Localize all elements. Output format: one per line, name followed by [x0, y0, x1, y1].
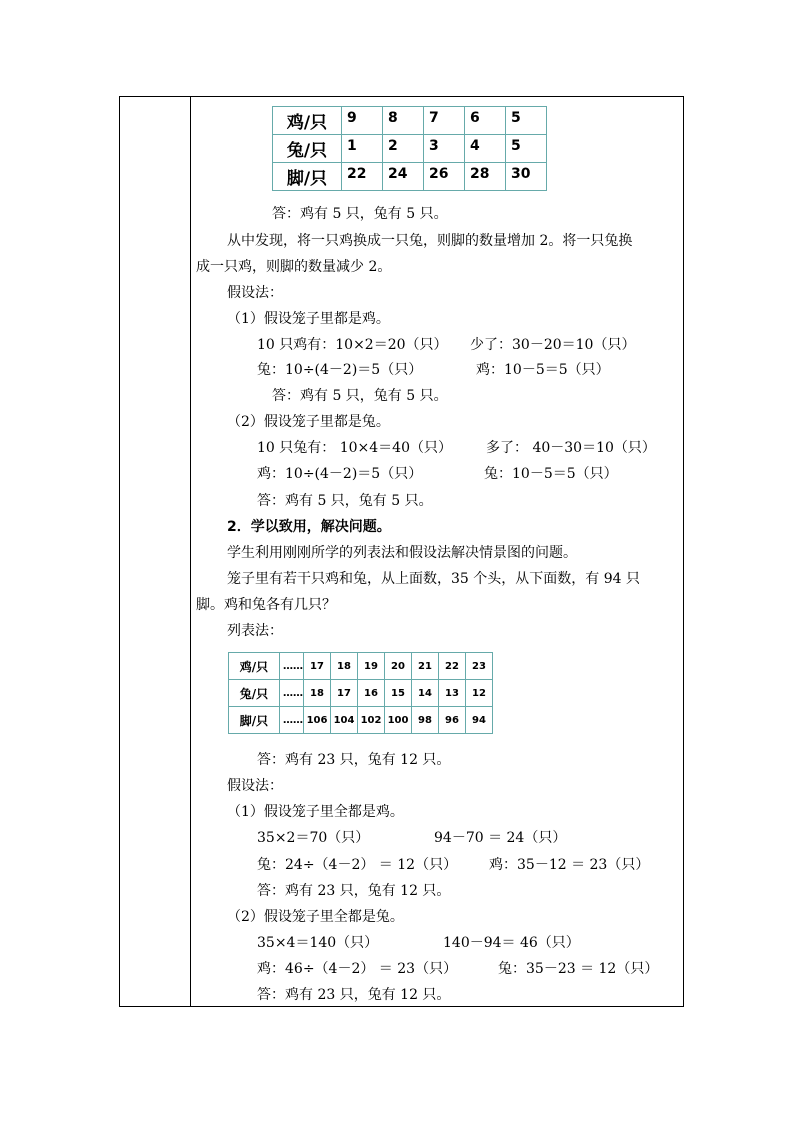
table-row: [229, 680, 493, 707]
table-cell: 12: [466, 680, 493, 707]
table-cell: 26: [424, 163, 465, 191]
table-cell: 24: [383, 163, 424, 191]
table-cell: 18: [331, 653, 358, 680]
row-header: 鸡/只: [273, 107, 342, 135]
table-row: [229, 707, 493, 734]
row-header: 兔/只: [273, 135, 342, 163]
method-heading: （1）假设笼子里都是鸡。: [227, 311, 390, 327]
method-heading: （2）假设笼子里全都是兔。: [227, 909, 404, 925]
table-cell: 94: [466, 707, 493, 734]
table-cell: 18: [304, 680, 331, 707]
list-table-small: [272, 106, 547, 191]
table-cell: 22: [342, 163, 383, 191]
ellipsis-cell: ……: [280, 707, 304, 734]
equation-line: 94－70 ＝ 24（只）: [434, 830, 567, 846]
method-heading: （2）假设笼子里都是兔。: [227, 414, 390, 430]
table-cell: 17: [304, 653, 331, 680]
column-divider: [190, 96, 191, 1007]
row-header: 脚/只: [273, 163, 342, 191]
table-cell: 5: [506, 107, 547, 135]
list-table-large: [228, 652, 493, 734]
table-cell: 14: [412, 680, 439, 707]
section-label: 假设法：: [227, 285, 283, 301]
answer-line: 答：鸡有 5 只，兔有 5 只。: [257, 493, 433, 509]
section-label: 列表法：: [227, 623, 283, 639]
equation-line: 35×2＝70（只）: [257, 830, 370, 846]
table-row: [273, 107, 547, 135]
table-cell: 15: [385, 680, 412, 707]
equation-line: 兔：24÷（4－2） ＝ 12（只）: [257, 857, 458, 873]
table-cell: 9: [342, 107, 383, 135]
table-cell: 100: [385, 707, 412, 734]
table-cell: 96: [439, 707, 466, 734]
table-cell: 104: [331, 707, 358, 734]
table-cell: 106: [304, 707, 331, 734]
table-cell: 19: [358, 653, 385, 680]
equation-line: 少了：30－20＝10（只）: [470, 337, 636, 353]
equation-line: 140－94＝ 46（只）: [443, 935, 580, 951]
table-cell: 30: [506, 163, 547, 191]
table-cell: 8: [383, 107, 424, 135]
row-header: 鸡/只: [229, 653, 280, 680]
table-cell: 17: [331, 680, 358, 707]
method-heading: （1）假设笼子里全都是鸡。: [227, 804, 404, 820]
ellipsis-cell: ……: [280, 653, 304, 680]
section-title: 2．学以致用，解决问题。: [227, 519, 391, 535]
table-cell: 6: [465, 107, 506, 135]
answer-line: 答：鸡有 23 只，兔有 12 只。: [257, 987, 451, 1003]
table-cell: 23: [466, 653, 493, 680]
equation-line: 鸡：35－12 ＝ 23（只）: [489, 857, 650, 873]
equation-line: 10 只兔有： 10×4＝40（只）: [257, 440, 452, 456]
table-cell: 22: [439, 653, 466, 680]
equation-line: 兔：10－5＝5（只）: [484, 466, 618, 482]
answer-line: 答：鸡有 23 只，兔有 12 只。: [257, 883, 451, 899]
paragraph-line: 学生利用刚刚所学的列表法和假设法解决情景图的问题。: [227, 545, 577, 561]
answer-line: 答：鸡有 5 只，兔有 5 只。: [272, 388, 448, 404]
section-label: 假设法：: [227, 778, 283, 794]
equation-line: 鸡：46÷（4－2） ＝ 23（只）: [257, 961, 458, 977]
table-row: [273, 135, 547, 163]
table-row: [273, 163, 547, 191]
answer-line: 答：鸡有 23 只，兔有 12 只。: [257, 752, 451, 768]
equation-line: 多了： 40－30＝10（只）: [486, 440, 656, 456]
table-cell: 2: [383, 135, 424, 163]
table-cell: 28: [465, 163, 506, 191]
equation-line: 兔：35－23 ＝ 12（只）: [498, 961, 659, 977]
paragraph-line: 脚。鸡和兔各有几只？: [196, 597, 336, 613]
row-header: 脚/只: [229, 707, 280, 734]
equation-line: 鸡：10÷(4－2)＝5（只）: [257, 466, 423, 482]
answer-line: 答：鸡有 5 只，兔有 5 只。: [272, 206, 448, 222]
table-cell: 4: [465, 135, 506, 163]
equation-line: 35×4＝140（只）: [257, 935, 379, 951]
table-cell: 98: [412, 707, 439, 734]
table-cell: 102: [358, 707, 385, 734]
table-cell: 1: [342, 135, 383, 163]
table-cell: 7: [424, 107, 465, 135]
table-cell: 16: [358, 680, 385, 707]
paragraph-line: 笼子里有若干只鸡和兔，从上面数，35 个头，从下面数，有 94 只: [227, 571, 640, 587]
paragraph-line: 成一只鸡，则脚的数量减少 2。: [196, 259, 392, 275]
table-row: [229, 653, 493, 680]
row-header: 兔/只: [229, 680, 280, 707]
table-cell: 20: [385, 653, 412, 680]
table-cell: 13: [439, 680, 466, 707]
equation-line: 10 只鸡有：10×2＝20（只）: [257, 337, 448, 353]
equation-line: 鸡：10－5＝5（只）: [476, 362, 610, 378]
table-cell: 21: [412, 653, 439, 680]
table-cell: 5: [506, 135, 547, 163]
table-cell: 3: [424, 135, 465, 163]
ellipsis-cell: ……: [280, 680, 304, 707]
paragraph-line: 从中发现，将一只鸡换成一只兔，则脚的数量增加 2。将一只兔换: [227, 233, 633, 249]
equation-line: 兔：10÷(4－2)＝5（只）: [257, 362, 423, 378]
